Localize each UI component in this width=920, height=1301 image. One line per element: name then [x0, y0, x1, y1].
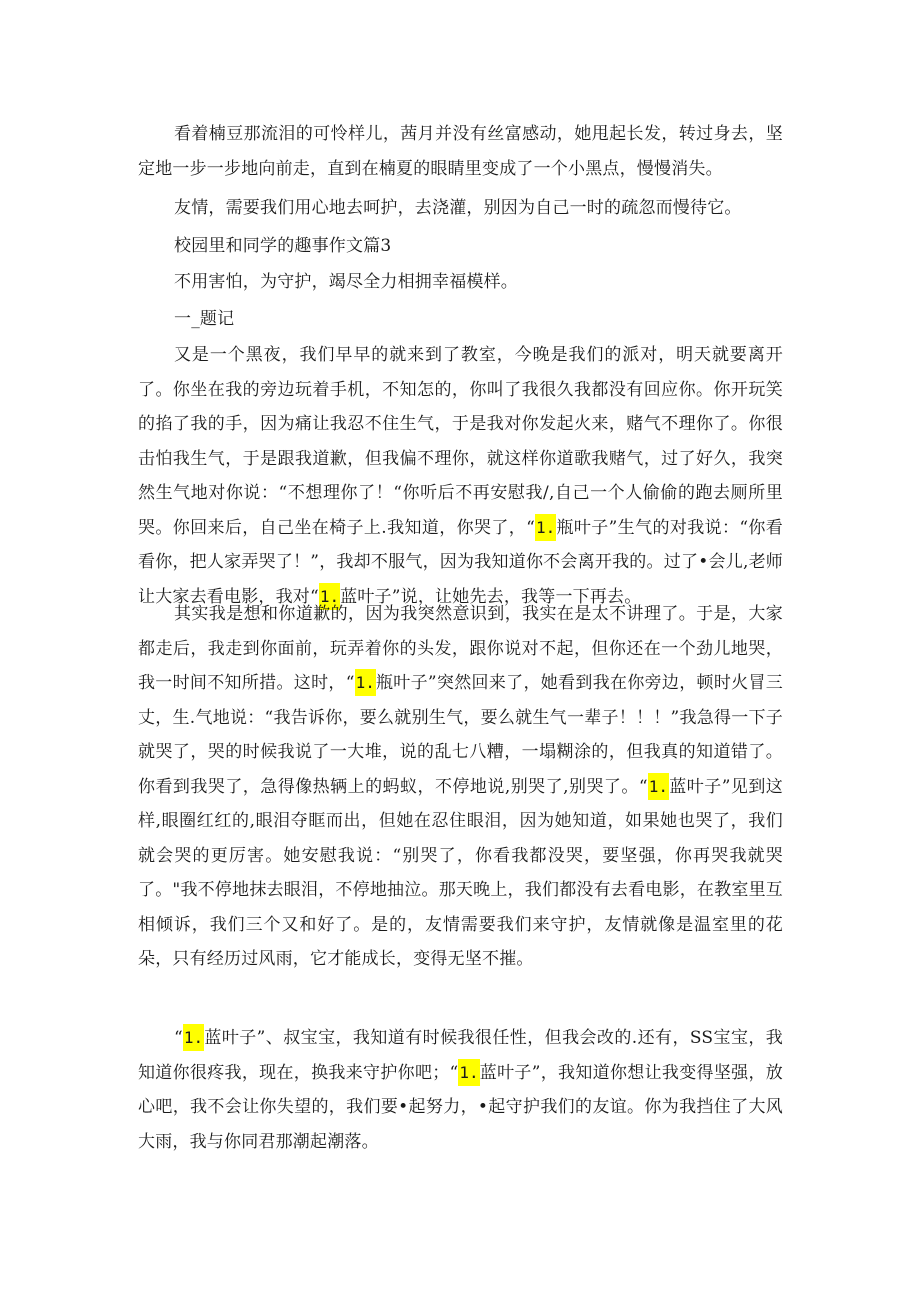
paragraph-8-text-a: “: [174, 1028, 183, 1048]
paragraph-2: [138, 191, 783, 226]
paragraph-6: [138, 338, 783, 614]
paragraph-6-text-a: 又是一个黑夜，我们早早的就来到了教室，今晚是我们的派对，明天就要离开了。你坐在我的旁边玩着手机，不知怎的，你叫了我很久我都没有回应你。你开玩笑的掐了我的手，因为痛让我忍不住生气，于是我对你发起火来，赌气不理你了。你很击怕我生气，于是跟我道歉，但我偏不理你，就这样你道歌我赌气，过了好久，我突然生气地对你说：“不想理你了！“你听后不再安慰我/,自己一个人偷偷的跑去厕所里哭。你回来后，自己坐在椅子上.我知道，你哭了，“: [138, 345, 783, 538]
paragraph-7-text-b: 瓶叶子”突然回来了，她看到我在你旁边，顿时火冒三丈，生.气地说：“我告诉你，要么就别生气，要么就生气一辈子！！！”我急得一下子就哭了，哭的时候我说了一大堆，说的乱七八糟，一塌糊涂的，但我真的知道错了。你看到我哭了，急得像热辆上的蚂蚁，不停地说,别哭了,别哭了。“: [138, 673, 783, 797]
highlight-marker: 1.: [535, 514, 556, 541]
paragraph-8-text-b: 蓝叶子”、叔宝宝，我知道有时候我很任性，但我会改的.还有，SS宝宝，我知道你很疼我，现在，换我来守护你吧；“: [138, 1028, 783, 1083]
paragraph-2-text: 友情，需要我们用心地去呵护，去浇灌，别因为自己一时的疏忽而慢待它。: [174, 198, 742, 218]
highlight-marker: 1.: [355, 669, 376, 696]
paragraph-6-text-b: 瓶叶子”生气的对我说：“你看看你，把人家弄哭了！”，我却不服气，因为我知道你不会离开我的。过了•会儿,老师让大家去看电影，我对“: [138, 517, 783, 607]
paragraph-8: [138, 1021, 783, 1159]
paragraph-7-text-a: 其实我是想和你道歉的，因为我突然意识到，我实在是太不讲理了。于是，大家都走后，我走到你面前，玩弄着你的头发，跟你说对不起，但你还在一个劲儿地哭，我一时间不知所措。这时，“: [138, 604, 783, 693]
paragraph-1-text: 看着楠豆那流泪的可怜样儿，茜月并没有丝富感动，她甩起长发，转过身去，坚定地一步一步地向前走，直到在楠夏的眼睛里变成了一个小黑点，慢慢消失。: [138, 124, 783, 179]
section-heading-text: 校园里和同学的趣事作文篇3: [174, 236, 392, 256]
epigraph-label: [138, 302, 783, 337]
epigraph-text: 一_题记: [174, 309, 235, 329]
highlight-marker: 1.: [458, 1059, 479, 1086]
paragraph-7-text-c: 蓝叶子”见到这样,眼圈红红的,眼泪夺眶而出，但她在忍住眼泪，因为她知道，如果她也哭了，我们就会哭的更厉害。她安慰我说：“别哭了，你看我都没哭，要坚强，你再哭我就哭了。"我不停地抹去眼泪，不停地抽泣。那天晚上，我们都没有去看电影，在教室里互相倾诉，我们三个又和好了。是的，友情需要我们来守护，友情就像是温室里的花朵，只有经历过风雨，它才能成长，变得无坚不摧。: [138, 776, 784, 969]
paragraph-6-text-c: 蓝叶子”说，让她先去，我等一下再去。: [340, 586, 642, 607]
section-heading: [138, 229, 783, 264]
highlight-marker: 1.: [319, 583, 340, 610]
highlight-marker: 1.: [183, 1024, 204, 1051]
paragraph-8-text-c: 蓝叶子”，我知道你想让我变得坚强，放心吧，我不会让你失望的，我们要•起努力，•起守护我们的友谊。你为我挡住了大风大雨，我与你同君那潮起潮落。: [138, 1062, 783, 1152]
paragraph-1: [138, 117, 783, 186]
motto-text: 不用害怕，为守护，竭尽全力相拥幸福模样。: [174, 272, 518, 292]
paragraph-motto: [138, 265, 783, 300]
paragraph-7: [138, 597, 783, 977]
highlight-marker: 1.: [648, 773, 669, 800]
